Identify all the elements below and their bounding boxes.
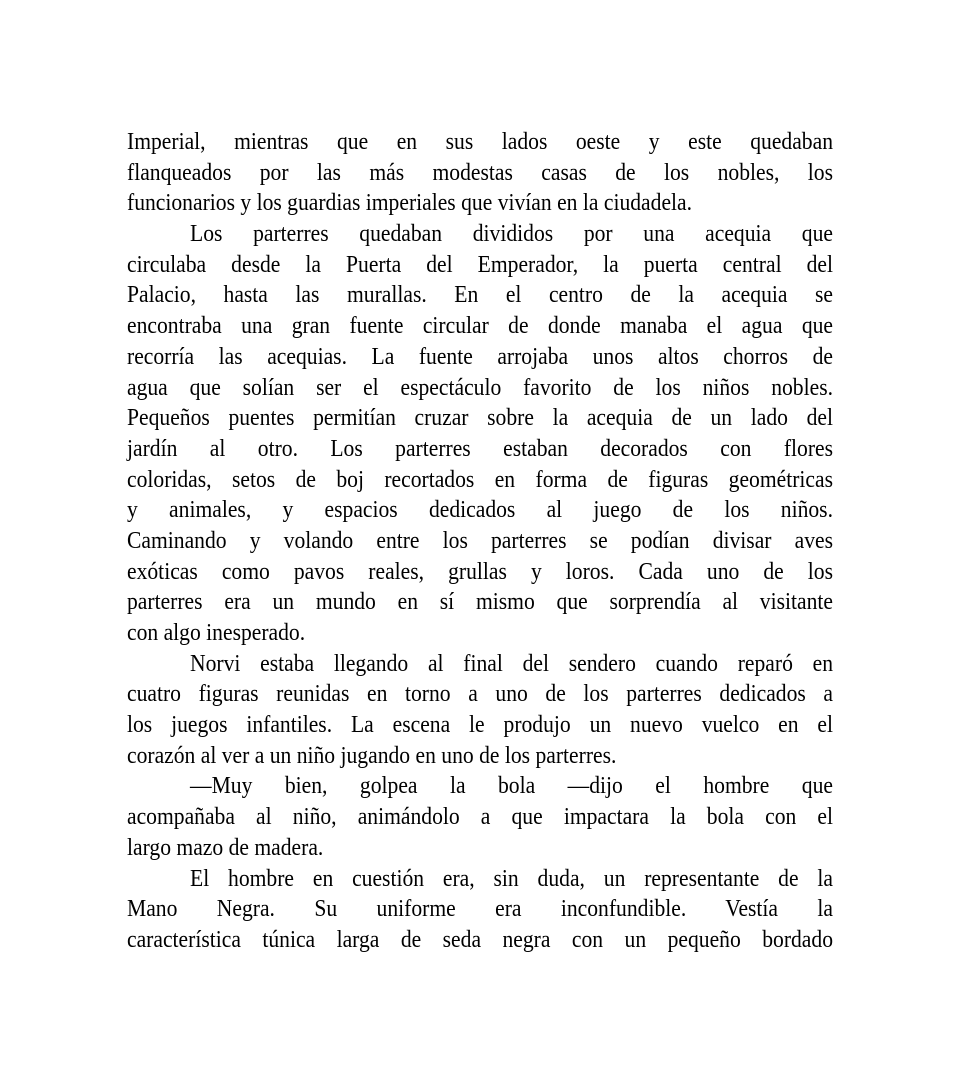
line-text: encontraba una gran fuente circular de donde manaba el agua que — [127, 313, 834, 340]
text-line — [127, 280, 833, 311]
line-text: Norvi estaba llegando al final del sendero cuando reparó en — [190, 650, 833, 677]
paragraph — [127, 127, 833, 219]
line-text: acompañaba al niño, animándolo a que impactara la bola con el — [127, 804, 834, 831]
paragraph — [127, 649, 833, 772]
line-text: funcionarios y los guardias imperiales que vivían en la ciudadela. — [127, 190, 693, 217]
text-line — [127, 741, 833, 772]
line-text: Palacio, hasta las murallas. En el centro de la acequia se — [127, 282, 833, 309]
text-line — [127, 526, 833, 557]
text-line — [127, 864, 833, 895]
text-line — [127, 495, 833, 526]
text-line — [127, 649, 833, 680]
text-line — [127, 373, 833, 404]
line-text: circulaba desde la Puerta del Emperador, la puerta central del — [127, 251, 833, 278]
text-line — [127, 925, 833, 956]
text-line — [127, 158, 833, 189]
line-text: agua que solían ser el espectáculo favorito de los niños nobles. — [127, 374, 834, 401]
paragraph — [127, 864, 833, 956]
line-text: y animales, y espacios dedicados al juego de los niños. — [127, 497, 833, 524]
text-line — [127, 587, 833, 618]
line-text: corazón al ver a un niño jugando en uno de los parterres. — [127, 742, 617, 769]
line-text: recorría las acequias. La fuente arrojaba unos altos chorros de — [127, 343, 834, 370]
text-line — [127, 342, 833, 373]
line-text: exóticas como pavos reales, grullas y loros. Cada uno de los — [127, 558, 833, 585]
text-line — [127, 403, 833, 434]
line-text: Caminando y volando entre los parterres se podían divisar aves — [127, 527, 833, 554]
text-line — [127, 618, 833, 649]
line-text: Los parterres quedaban divididos por una acequia que — [190, 221, 833, 248]
line-text: los juegos infantiles. La escena le produjo un nuevo vuelco en el — [127, 712, 833, 739]
text-line — [127, 250, 833, 281]
document-page — [127, 127, 833, 956]
line-text: Mano Negra. Su uniforme era inconfundible. Vestía la — [127, 896, 834, 923]
text-line — [127, 710, 833, 741]
text-line — [127, 802, 833, 833]
text-line — [127, 188, 833, 219]
text-line — [127, 679, 833, 710]
text-line — [127, 127, 833, 158]
line-text: parterres era un mundo en sí mismo que sorprendía al visitante — [127, 589, 834, 616]
line-text: característica túnica larga de seda negra con un pequeño bordado — [127, 926, 833, 953]
line-text: El hombre en cuestión era, sin duda, un representante de la — [190, 865, 834, 892]
text-line — [127, 311, 833, 342]
text-line — [127, 557, 833, 588]
line-text: flanqueados por las más modestas casas de los nobles, los — [127, 159, 833, 186]
line-text: Pequeños puentes permitían cruzar sobre la acequia de un lado del — [127, 405, 834, 432]
text-line — [127, 894, 833, 925]
line-text: Imperial, mientras que en sus lados oeste y este quedaban — [127, 129, 833, 155]
text-line — [127, 771, 833, 802]
text-line — [127, 434, 833, 465]
paragraph — [127, 219, 833, 649]
line-text: largo mazo de madera. — [127, 834, 324, 861]
text-line — [127, 219, 833, 250]
paragraph — [127, 771, 833, 863]
line-text: coloridas, setos de boj recortados en forma de figuras geométricas — [127, 466, 833, 493]
text-line — [127, 833, 833, 864]
line-text: con algo inesperado. — [127, 620, 306, 646]
line-text: —Muy bien, golpea la bola —dijo el hombre que — [190, 773, 833, 800]
line-text: cuatro figuras reunidas en torno a uno de los parterres dedicados a — [127, 681, 833, 708]
text-line — [127, 465, 833, 496]
line-text: jardín al otro. Los parterres estaban decorados con flores — [127, 435, 834, 462]
